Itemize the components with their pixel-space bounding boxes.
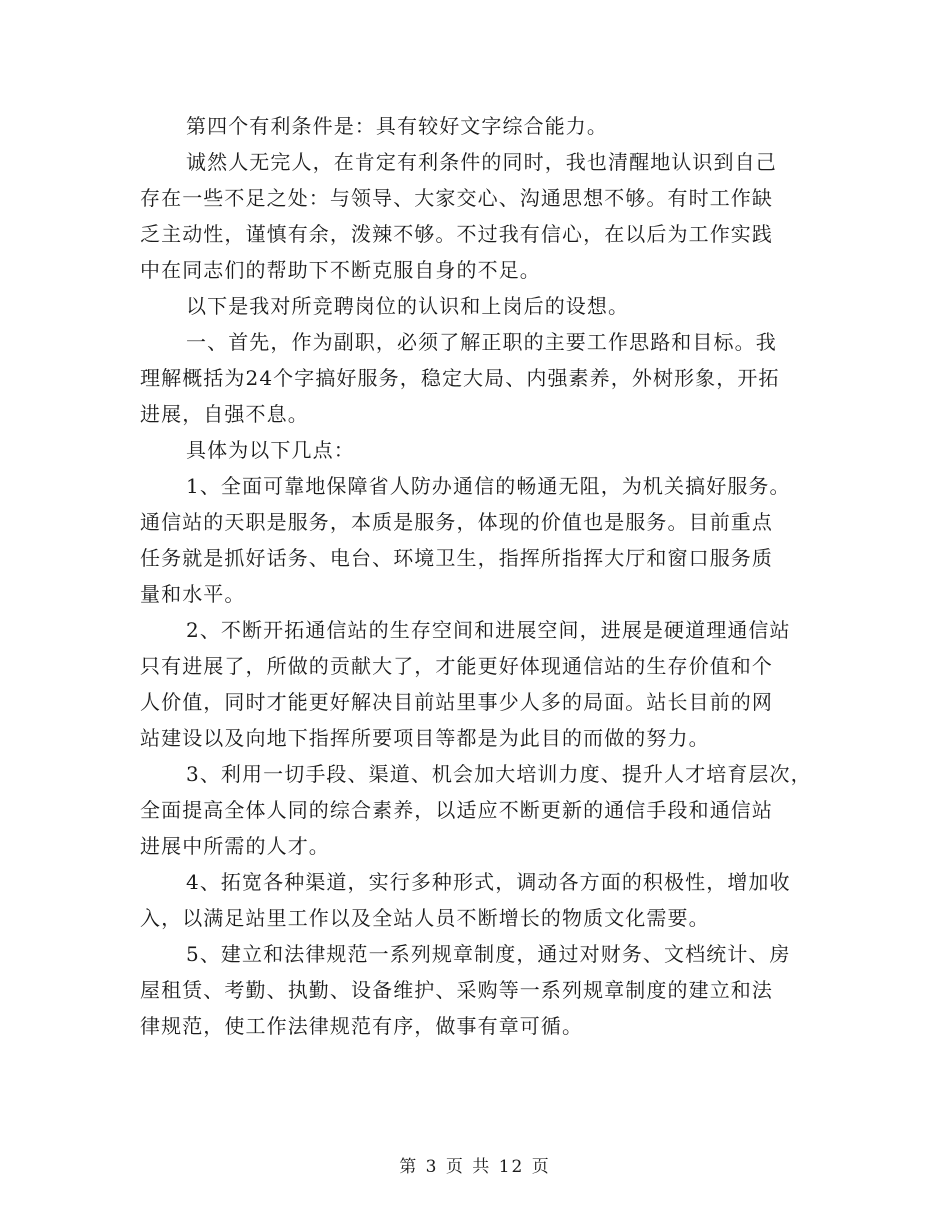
text-line: 一、首先，作为副职，必须了解正职的主要工作思路和目标。我: [186, 330, 777, 354]
text-line: 中在同志们的帮助下不断克服自身的不足。: [140, 258, 541, 282]
text-line: 理解概括为24个字搞好服务，稳定大局、内强素养，外树形象，开拓: [140, 366, 780, 390]
document-body: [140, 108, 820, 1044]
text-line: 人价值，同时才能更好解决目前站里事少人多的局面。站长目前的网: [140, 690, 773, 714]
text-line: 乏主动性，谨慎有余，泼辣不够。不过我有信心，在以后为工作实践: [140, 222, 773, 246]
text-line: 5、建立和法律规范一系列规章制度，通过对财务、文档统计、房: [186, 942, 791, 966]
text-line: 屋租赁、考勤、执勤、设备维护、采购等一系列规章制度的建立和法: [140, 978, 773, 1002]
text-line: 只有进展了，所做的贡献大了，才能更好体现通信站的生存价值和个: [140, 654, 773, 678]
text-line: 全面提高全体人同的综合素养，以适应不断更新的通信手段和通信站: [140, 798, 773, 822]
text-line: 2、不断开拓通信站的生存空间和进展空间，进展是硬道理通信站: [186, 618, 791, 642]
text-line: 进展，自强不息。: [140, 402, 309, 426]
text-line: 4、拓宽各种渠道，实行多种形式，调动各方面的积极性，增加收: [186, 870, 791, 894]
text-line: 第四个有利条件是：具有较好文字综合能力。: [186, 114, 608, 138]
text-line: 存在一些不足之处：与领导、大家交心、沟通思想不够。有时工作缺: [140, 186, 773, 210]
text-line: 具体为以下几点：: [186, 438, 355, 462]
text-line: 入，以满足站里工作以及全站人员不断增长的物质文化需要。: [140, 906, 710, 930]
text-line: 律规范，使工作法律规范有序，做事有章可循。: [140, 1014, 584, 1038]
text-line: 3、利用一切手段、渠道、机会加大培训力度、提升人才培育层次，: [186, 762, 812, 786]
text-line: 以下是我对所竞聘岗位的认识和上岗后的设想。: [186, 294, 630, 318]
text-line: 通信站的天职是服务，本质是服务，体现的价值也是服务。目前重点: [140, 510, 773, 534]
text-line: 1、全面可靠地保障省人防办通信的畅通无阻，为机关搞好服务。: [186, 474, 791, 498]
text-line: 任务就是抓好话务、电台、环境卫生，指挥所指挥大厅和窗口服务质: [140, 546, 773, 570]
page-footer: 第 3 页 共 12 页: [399, 1157, 551, 1177]
text-line: 站建设以及向地下指挥所要项目等都是为此目的而做的努力。: [140, 726, 710, 750]
text-line: 量和水平。: [140, 582, 246, 606]
text-line: 进展中所需的人才。: [140, 834, 330, 858]
text-line: 诚然人无完人，在肯定有利条件的同时，我也清醒地认识到自己: [186, 150, 777, 174]
